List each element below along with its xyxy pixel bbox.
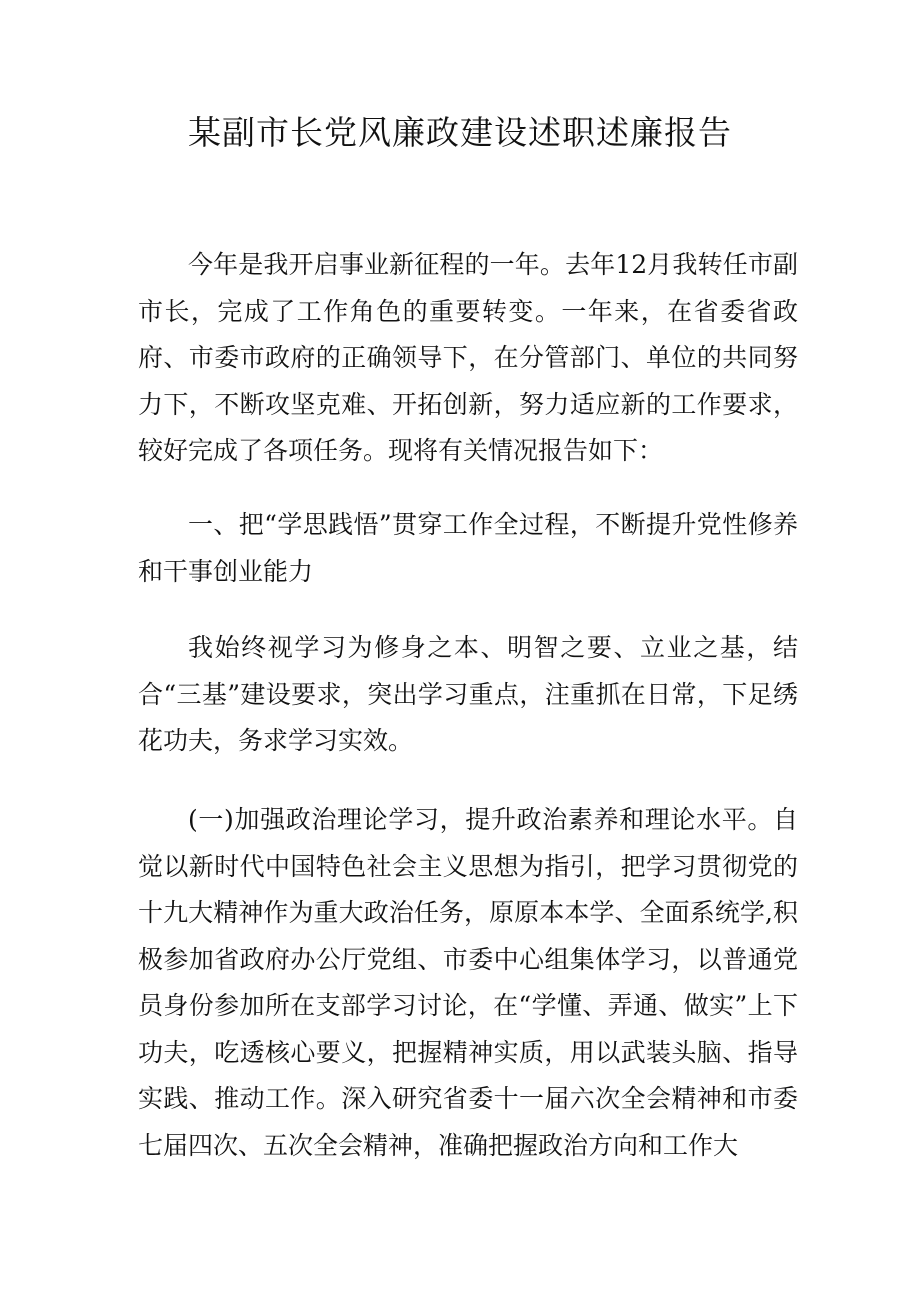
document-title: 某副市长党风廉政建设述职述廉报告 <box>188 113 732 152</box>
paragraph-intro: 今年是我开启事业新征程的一年。去年12月我转任市副市长，完成了工作角色的重要转变。一年来，在省委省政府、市委市政府的正确领导下，在分管部门、单位的共同努力下，不断攻坚克难、开拓创新，努力适应新的工作要求，较好完成了各项任务。现将有关情况报告如下： <box>138 250 798 465</box>
paragraph-section-1-intro: 我始终视学习为修身之本、明智之要、立业之基，结合“三基”建设要求，突出学习重点，注重抓在日常，下足绣花功夫，务求学习实效。 <box>138 633 798 755</box>
paragraph-subsection-1: (一)加强政治理论学习，提升政治素养和理论水平。自觉以新时代中国特色社会主义思想为指引，把学习贯彻党的十九大精神作为重大政治任务，原原本本学、全面系统学,积极参加省政府办公厅党组、市委中心组集体学习，以普通党员身份参加所在支部学习讨论，在“学懂、弄通、做实”上下功夫，吃透核心要义，把握精神实质，用以武装头脑、指导实践、推动工作。深入研究省委十一届六次全会精神和市委七届四次、五次全会精神，准确把握政治方向和工作大 <box>138 805 798 1160</box>
section-heading-1: 一、把“学思践悟”贯穿工作全过程，不断提升党性修养和干事创业能力 <box>138 510 798 586</box>
